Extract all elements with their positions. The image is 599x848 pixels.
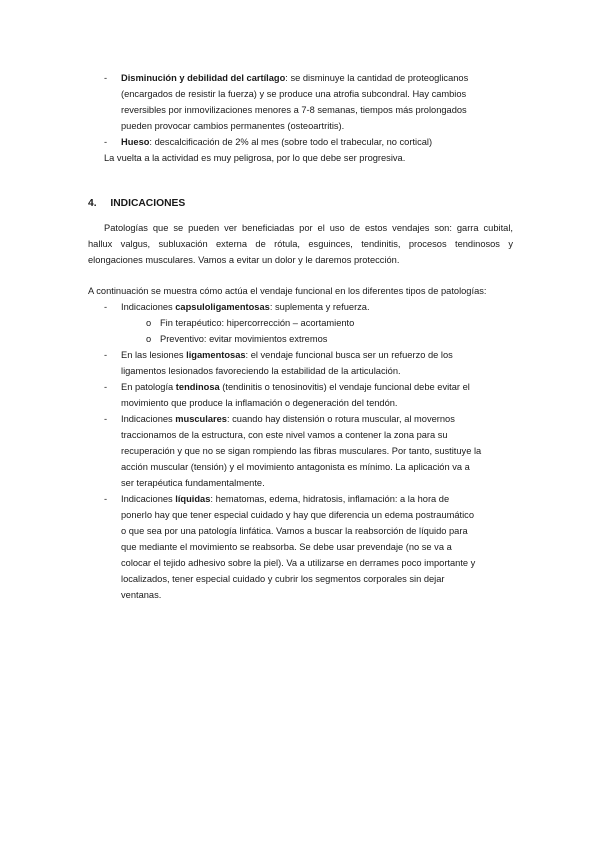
intro-line-3: elongaciones musculares. Vamos a evitar un dolor y le daremos protección.	[88, 255, 400, 265]
list-bullet: -	[104, 382, 108, 392]
ind4-text: : cuando hay distensión o rotura muscular, al movernos	[226, 414, 455, 424]
ind4-line-4: acción muscular (tensión) y el movimiento antagonista es mínimo. La aplicación va a	[121, 462, 470, 472]
ind5-line-7: ventanas.	[121, 590, 162, 600]
list-bullet: -	[104, 494, 108, 504]
sub-bullet: o	[146, 318, 152, 328]
list-bullet: -	[104, 137, 108, 147]
ind3-text: (tendinitis o tenosinovitis) el vendaje funcional debe evitar el	[219, 382, 470, 392]
ind1-term: capsuloligamentosas	[175, 302, 270, 312]
section-number: 4.	[88, 198, 97, 209]
list-bullet: -	[104, 414, 108, 424]
ind5-text: : hematomas, edema, hidratosis, inflamación: a la hora de	[210, 494, 450, 504]
ind4-line-2: traccionamos de la estructura, con este nivel vamos a contener la zona para su	[121, 430, 448, 440]
list-item-bone	[121, 136, 432, 148]
ind5-line-3: o que sea por una patología linfática. Vamos a buscar la reabsorción de líquido para	[121, 526, 468, 536]
indication-ligamentous	[121, 349, 453, 361]
ind2-line-2: ligamentos lesionados favoreciendo la estabilidad de la articulación.	[121, 366, 401, 376]
indication-liquid	[121, 493, 449, 505]
ind5-term: líquidas	[175, 494, 211, 504]
ind4-term: musculares	[175, 414, 227, 424]
ind3-prefix: En patología	[121, 382, 176, 392]
ind5-line-4: que mediante el movimiento se reabsorba. Se debe usar prevendaje (no se va a	[121, 542, 452, 552]
intro-line-1: Patologías que se pueden ver beneficiadas por el uso de estos vendajes son: garra cubital,	[104, 223, 513, 233]
ind5-line-6: localizados, tener especial cuidado y cubrir los segmentos corporales sin dejar	[121, 574, 445, 584]
indication-muscular	[121, 413, 455, 425]
section-heading	[88, 198, 185, 210]
cartilage-line-3: reversibles por inmovilizaciones menores a 7-8 semanas, tiempos más prolongados	[121, 105, 467, 115]
list-bullet: -	[104, 350, 108, 360]
ind2-text: : el vendaje funcional busca ser un refuerzo de los	[245, 350, 453, 360]
intro-line-2: hallux valgus, subluxación externa de rótula, esguinces, tendinitis, procesos tendinosos y	[88, 239, 513, 249]
ind2-prefix: En las lesiones	[121, 350, 187, 360]
cartilage-line-2: (encargados de resistir la fuerza) y se produce una atrofia subcondral. Hay cambios	[121, 89, 467, 99]
list-item-cartilage	[121, 72, 468, 84]
ind4-line-5: ser terapéutica fundamentalmente.	[121, 478, 265, 488]
ind4-line-3: recuperación y que no se sigan rompiendo las fibras musculares. Por tanto, sustituye la	[121, 446, 482, 456]
cartilage-line-4: pueden provocar cambios permanentes (osteoartritis).	[121, 121, 345, 131]
ind5-line-2: ponerlo hay que tener especial cuidado y hay que diferencia un edema postraumático	[121, 510, 474, 520]
lead-sentence: A continuación se muestra cómo actúa el vendaje funcional en los diferentes tipos de patologías:	[88, 286, 487, 296]
list-bullet: -	[104, 302, 108, 312]
ind5-prefix: Indicaciones	[121, 494, 176, 504]
indication-tendinous	[121, 381, 470, 393]
bone-term: Hueso	[121, 137, 150, 147]
sub-bullet: o	[146, 334, 152, 344]
ind3-line-2: movimiento que produce la inflamación o degeneración del tendón.	[121, 398, 398, 408]
section-title: INDICACIONES	[110, 198, 186, 209]
sub-item-preventive: Preventivo: evitar movimientos extremos	[160, 334, 328, 344]
sub-item-therapeutic: Fin terapéutico: hipercorrección – acortamiento	[160, 318, 355, 328]
ind1-text: : suplementa y refuerza.	[269, 302, 370, 312]
closing-sentence: La vuelta a la actividad es muy peligrosa, por lo que debe ser progresiva.	[104, 153, 406, 163]
indication-capsuloligamentous	[121, 301, 370, 313]
ind3-term: tendinosa	[175, 382, 220, 392]
ind1-prefix: Indicaciones	[121, 302, 176, 312]
ind4-prefix: Indicaciones	[121, 414, 176, 424]
list-bullet: -	[104, 73, 108, 83]
bone-text: : descalcificación de 2% al mes (sobre todo el trabecular, no cortical)	[149, 137, 433, 147]
cartilage-term: Disminución y debilidad del cartílago	[121, 73, 286, 83]
ind2-term: ligamentosas	[186, 350, 246, 360]
ind5-line-5: colocar el tejido adhesivo sobre la piel). Va a utilizarse en derrames poco importante y	[121, 558, 476, 568]
cartilage-text: : se disminuye la cantidad de proteoglicanos	[285, 73, 469, 83]
